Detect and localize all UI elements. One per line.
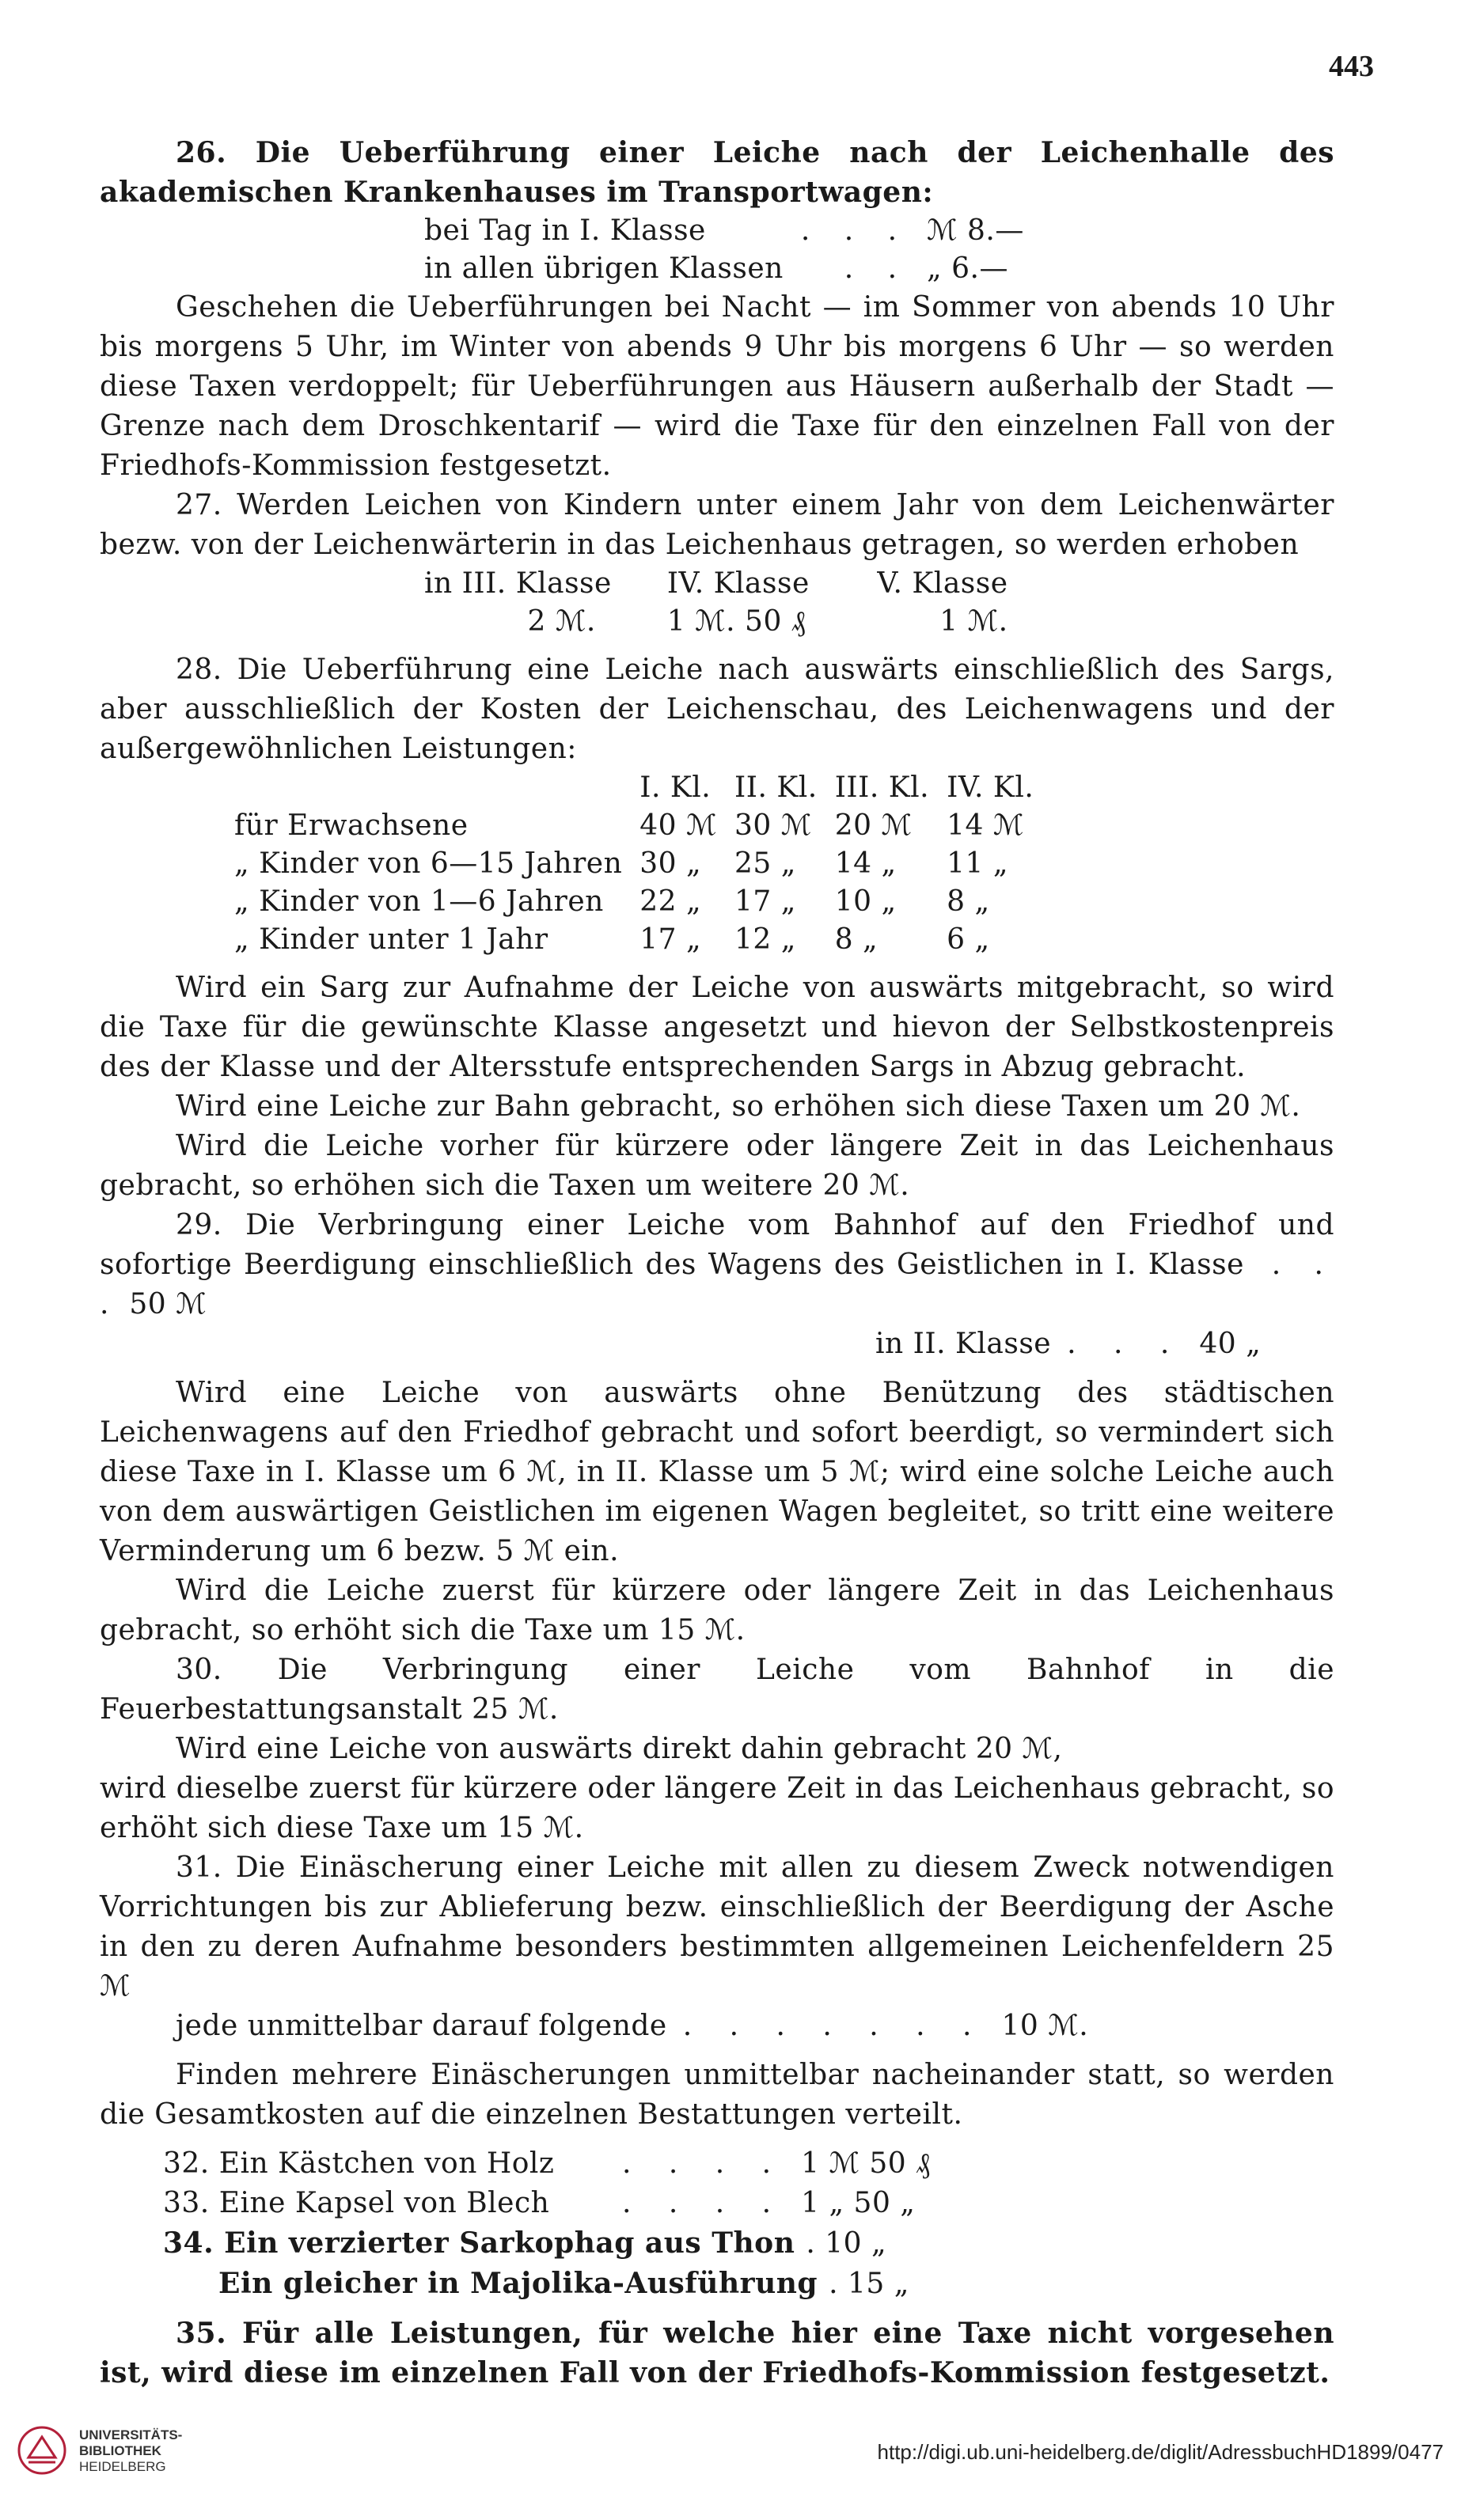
section-30-p1: Wird eine Leiche von auswärts direkt dahin gebracht 20 ℳ, <box>176 1733 1063 1765</box>
leader-dots: . . . <box>100 1249 1334 1321</box>
leader-dots: . . . <box>800 214 910 247</box>
table-row <box>424 250 1042 288</box>
table-cell: 17 „ <box>734 885 796 918</box>
section-30-p2: wird dieselbe zuerst für kürzere oder längere Zeit in das Leichenhaus gebracht, so erhöht sich diese Taxe um 15 ℳ. <box>100 1772 1334 1844</box>
item-price: 1 ℳ 50 ₰ <box>801 2147 931 2180</box>
table-cell: 14 ℳ <box>947 809 1024 842</box>
section-29-body: 29. Die Verbringung einer Leiche vom Bahnhof auf den Friedhof und sofortige Beerdigung einschließlich des Wagens des Geistlichen in I. Klasse <box>100 1209 1334 1281</box>
table-cell: 11 „ <box>947 847 1009 880</box>
table-cell: 40 ℳ <box>639 809 718 842</box>
column-header: III. Kl. <box>834 771 930 804</box>
section-31-text: 31. Die Einäscherung einer Leiche mit allen zu diesem Zweck notwendigen Vorrichtungen bis zur Ablieferung bezw. einschließlich der Beerdigung der Asche in den zu deren Aufnahme besonders bestimmten allgemeinen Leichenfeldern 25 ℳ <box>100 1851 1334 2003</box>
page-number: 443 <box>1329 50 1374 83</box>
section-32 <box>100 2144 1334 2184</box>
section-29-p1: Wird eine Leiche von auswärts ohne Benützung des städtischen Leichenwagens auf den Friedhof gebracht und sofort beerdigt, so vermindert sich diese Taxe in I. Klasse um 6 ℳ, in II. Klasse um 5 ℳ; wird eine solche Leiche auch von dem auswärtigen Geistlichen im eigenen Wagen begleitet, so tritt eine weitere Verminderung um 6 bezw. 5 ℳ ein. <box>100 1377 1334 1567</box>
leader-dots: . . <box>844 252 910 285</box>
table-row <box>424 603 1026 641</box>
table-cell: 10 „ <box>834 885 897 918</box>
leader-dots: . . . <box>1067 1328 1184 1360</box>
section-28-p2: Wird eine Leiche zur Bahn gebracht, so erhöhen sich diese Taxen um 20 ℳ. <box>176 1090 1301 1123</box>
table-header-row <box>424 565 1026 603</box>
row-label: in allen übrigen Klassen <box>424 252 784 285</box>
row-label: bei Tag in I. Klasse <box>424 214 706 247</box>
table-cell: für Erwachsene <box>234 809 469 842</box>
item-label: Ein gleicher in Majolika-Ausführung <box>218 2267 818 2300</box>
table-row <box>234 807 1051 845</box>
table-cell: „ Kinder von 1—6 Jahren <box>234 885 604 918</box>
column-header: II. Kl. <box>734 771 818 804</box>
table-cell: 6 „ <box>947 923 990 956</box>
section-31-p1: Finden mehrere Einäscherungen unmittelbar nacheinander statt, so werden die Gesamtkosten auf die einzelnen Bestattungen verteilt. <box>100 2059 1334 2131</box>
section-27-table <box>424 565 1026 641</box>
section-26-text: 26. Die Ueberführung einer Leiche nach der Leichenhalle des akademischen Krankenhauses im Transportwagen: <box>100 136 1334 209</box>
table-cell: 2 ℳ. <box>527 605 596 638</box>
section-30-text: 30. Die Verbringung einer Leiche vom Bahnhof in die Feuerbestattungsanstalt 25 ℳ. <box>100 1654 1334 1726</box>
leader-dots: . . . . <box>622 2147 786 2180</box>
item-price: . 10 „ <box>806 2227 887 2260</box>
item-label: 34. Ein verzierter Sarkophag aus Thon <box>163 2226 795 2260</box>
price-class-2: 40 „ <box>1199 1328 1262 1360</box>
table-cell: 8 „ <box>947 885 990 918</box>
table-row <box>424 212 1042 250</box>
table-row <box>234 883 1051 921</box>
column-header: in III. Klasse <box>424 567 612 600</box>
column-header: IV. Klasse <box>666 567 810 600</box>
university-library-logo-icon <box>17 2426 66 2475</box>
table-cell: 14 „ <box>834 847 897 880</box>
logo-line-1: UNIVERSITÄTS- <box>79 2427 183 2442</box>
section-34-row-2 <box>100 2264 1334 2304</box>
table-cell: 20 ℳ <box>834 809 913 842</box>
logo-line-2: BIBLIOTHEK <box>79 2443 161 2458</box>
table-cell: 25 „ <box>734 847 796 880</box>
table-row <box>234 921 1051 959</box>
section-29-p2: Wird die Leiche zuerst für kürzere oder längere Zeit in das Leichenhaus gebracht, so erhöht sich die Taxe um 15 ℳ. <box>100 1575 1334 1647</box>
section-28-text: 28. Die Ueberführung eine Leiche nach auswärts einschließlich des Sargs, aber ausschließlich der Kosten der Leichenschau, des Leichenwagens und der außergewöhnlichen Leistungen: <box>100 654 1334 765</box>
section-28-p3: Wird die Leiche vorher für kürzere oder längere Zeit in das Leichenhaus gebracht, so erhöhen sich die Taxen um weitere 20 ℳ. <box>100 1130 1334 1202</box>
table-row <box>234 845 1051 883</box>
row-price: „ 6.— <box>927 252 1008 285</box>
section-26-table <box>424 212 1042 288</box>
leader-dots: . . . . <box>622 2187 786 2219</box>
row-label: in II. Klasse <box>875 1328 1052 1360</box>
table-cell: 12 „ <box>734 923 796 956</box>
column-header: I. Kl. <box>639 771 712 804</box>
row-label: jede unmittelbar darauf folgende <box>176 2010 667 2042</box>
row-price: ℳ 8.— <box>927 214 1024 247</box>
table-cell: 30 ℳ <box>734 809 812 842</box>
section-34-row-1 <box>100 2223 1334 2264</box>
source-url-link[interactable]: http://digi.ub.uni-heidelberg.de/diglit/AdressbuchHD1899/0477 <box>877 2440 1444 2464</box>
column-header: IV. Kl. <box>947 771 1034 804</box>
table-cell: 8 „ <box>834 923 878 956</box>
section-28-table <box>234 769 1051 959</box>
table-cell: 17 „ <box>639 923 702 956</box>
item-price: . 15 „ <box>829 2268 909 2300</box>
column-header <box>234 769 639 807</box>
table-header-row <box>234 769 1051 807</box>
section-28-p1: Wird ein Sarg zur Aufnahme der Leiche von auswärts mitgebracht, so wird die Taxe für die gewünschte Klasse angesetzt und hievon der Selbstkostenpreis des der Klasse und der Altersstufe entsprechenden Sargs in Abzug gebracht. <box>100 972 1334 1083</box>
row-price: 10 ℳ. <box>1001 2010 1089 2042</box>
table-cell: 1 ℳ. <box>939 605 1008 638</box>
section-31-row-2 <box>100 2007 1334 2046</box>
section-29-text <box>100 1206 1334 1324</box>
table-cell: 1 ℳ. 50 ₰ <box>666 605 806 638</box>
item-label: 32. Ein Kästchen von Holz <box>163 2147 555 2180</box>
item-label: 33. Eine Kapsel von Blech <box>163 2187 550 2219</box>
section-27-text: 27. Werden Leichen von Kindern unter einem Jahr von dem Leichenwärter bezw. von der Leichenwärterin in das Leichenhaus getragen, so werden erhoben <box>100 489 1334 561</box>
document-body <box>100 133 1334 2393</box>
table-cell: 30 „ <box>639 847 702 880</box>
item-price: 1 „ 50 „ <box>801 2187 916 2219</box>
logo-text <box>79 2427 182 2475</box>
table-cell: „ Kinder von 6—15 Jahren <box>234 847 623 880</box>
section-35-text: 35. Für alle Leistungen, für welche hier eine Taxe nicht vorgesehen ist, wird diese im einzelnen Fall von der Friedhofs-Kommission festgesetzt. <box>100 2317 1334 2389</box>
price-class-1: 50 ℳ <box>129 1288 207 1321</box>
footer <box>0 2397 1461 2520</box>
table-cell: „ Kinder unter 1 Jahr <box>234 923 548 956</box>
column-header: V. Klasse <box>877 567 1008 600</box>
section-26-note: Geschehen die Ueberführungen bei Nacht — im Sommer von abends 10 Uhr bis morgens 5 Uhr, im Winter von abends 9 Uhr bis morgens 6 Uhr — so werden diese Taxen verdoppelt; für Ueberführungen aus Häusern außerhalb der Stadt — Grenze nach dem Droschkentarif — wird die Taxe für den einzelnen Fall von der Friedhofs-Kommission festgesetzt. <box>100 291 1334 482</box>
logo-line-3: HEIDELBERG <box>79 2459 166 2474</box>
table-cell: 22 „ <box>639 885 702 918</box>
leader-dots: . . . . . . . <box>682 2010 986 2042</box>
section-33 <box>100 2184 1334 2223</box>
section-29-row-2 <box>100 1324 1334 1364</box>
